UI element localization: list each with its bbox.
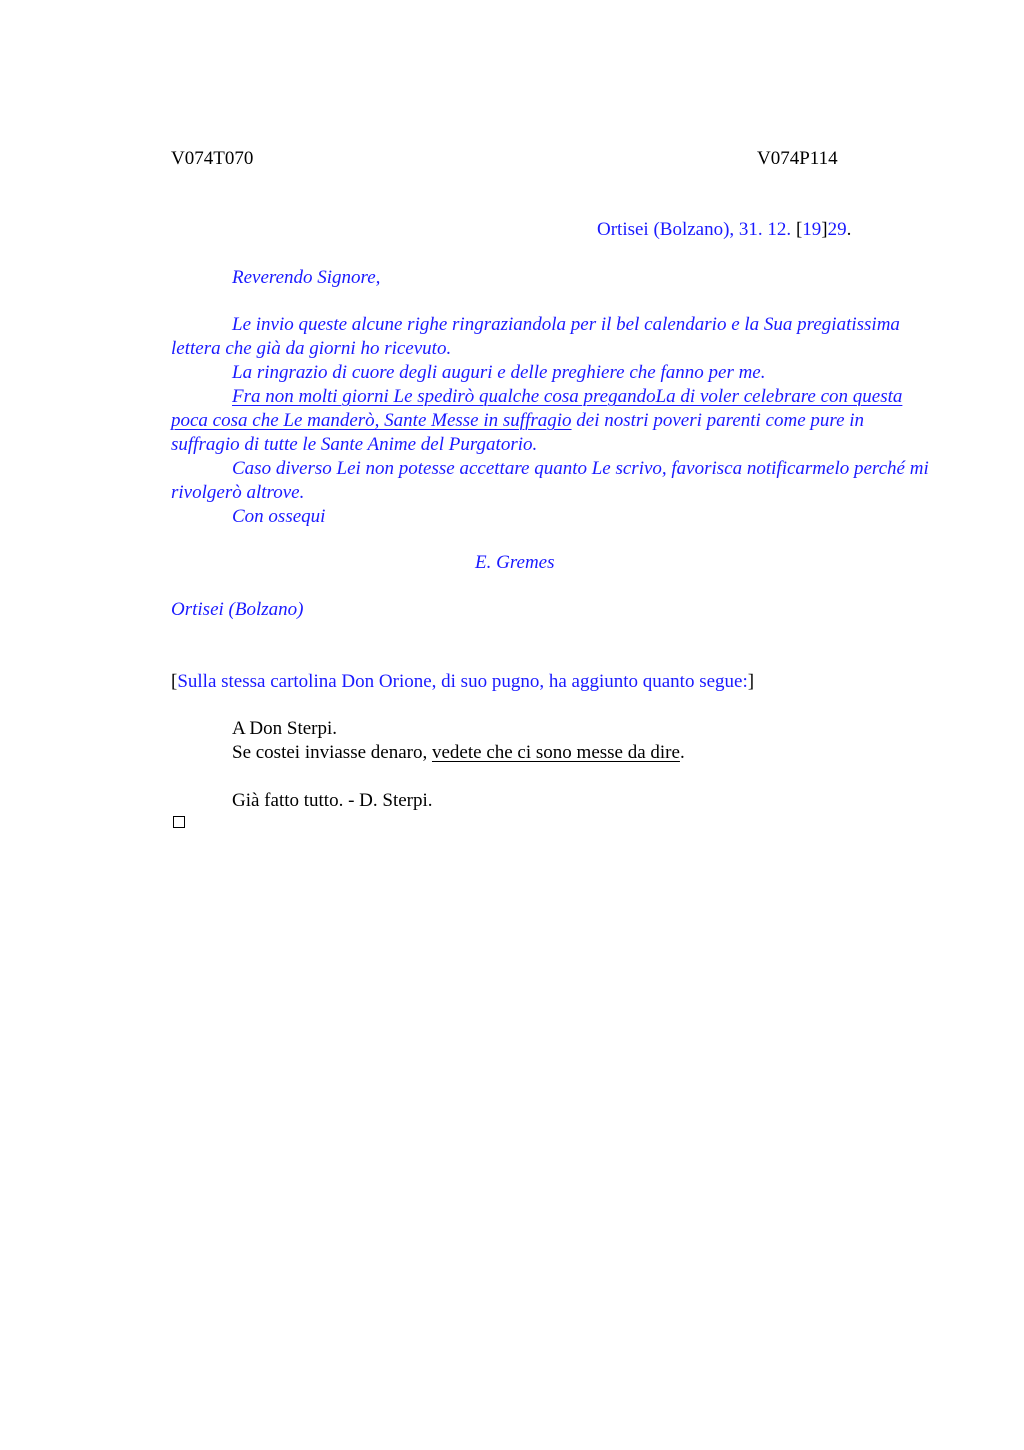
editorial-note (171, 670, 754, 694)
letter-salutation: Reverendo Signore, (232, 267, 381, 288)
letter-dateline (597, 218, 851, 242)
document-code-right: V074P114 (757, 148, 838, 169)
handwritten-note-addressee: A Don Sterpi. (232, 718, 338, 739)
letter-body (171, 313, 931, 529)
handwritten-note-instruction (232, 741, 685, 765)
end-of-document-square-icon (173, 816, 185, 828)
editorial-note-text: Sulla stessa cartolina Don Orione, di suo pugno, ha aggiunto quanto segue: (177, 671, 748, 692)
letter-signature: E. Gremes (475, 552, 555, 573)
dateline-bracket-open: [ (795, 219, 803, 240)
letter-paragraph-5: Con ossequi (232, 506, 326, 527)
note-instruction-start: Se costei inviasse denaro, (232, 742, 432, 763)
dateline-year: 29 (827, 219, 847, 240)
letter-paragraph-3-rest: dei nostri poveri parenti come pure in suffragio di tutte le Sante Anime del Purgatorio. (171, 410, 865, 455)
dateline-bracket-close: ] (821, 219, 828, 240)
letter-paragraph-1: Le invio queste alcune righe ringraziandola per il bel calendario e la Sua pregiatissima lettera che già da giorni ho ricevuto. (171, 314, 900, 359)
letter-paragraph-3 (171, 385, 931, 457)
note-instruction-underlined: vedete che ci sono messe da dire (431, 742, 680, 763)
letter-paragraph-3-underlined: Fra non molti giorni Le spedirò qualche cosa pregandoLa di voler celebrare con questa poca cosa che Le manderò, Sante Messe in suffragio (171, 386, 903, 431)
editorial-bracket-open: [ (171, 671, 178, 692)
dateline-period: . (846, 219, 852, 240)
dateline-century: 19 (802, 219, 822, 240)
letter-paragraph-4: Caso diverso Lei non potesse accettare quanto Le scrivo, favorisca notificarmelo perché mi rivolgerò altrove. (171, 458, 929, 503)
letter-place: Ortisei (Bolzano) (171, 599, 304, 620)
document-code-left: V074T070 (171, 148, 254, 169)
editorial-bracket-close: ] (747, 671, 755, 692)
handwritten-note-reply: Già fatto tutto. - D. Sterpi. (232, 790, 433, 811)
note-instruction-end: . (679, 742, 685, 763)
dateline-place: Ortisei (Bolzano), 31. 12. (597, 219, 796, 240)
letter-paragraph-2: La ringrazio di cuore degli auguri e delle preghiere che fanno per me. (232, 362, 766, 383)
